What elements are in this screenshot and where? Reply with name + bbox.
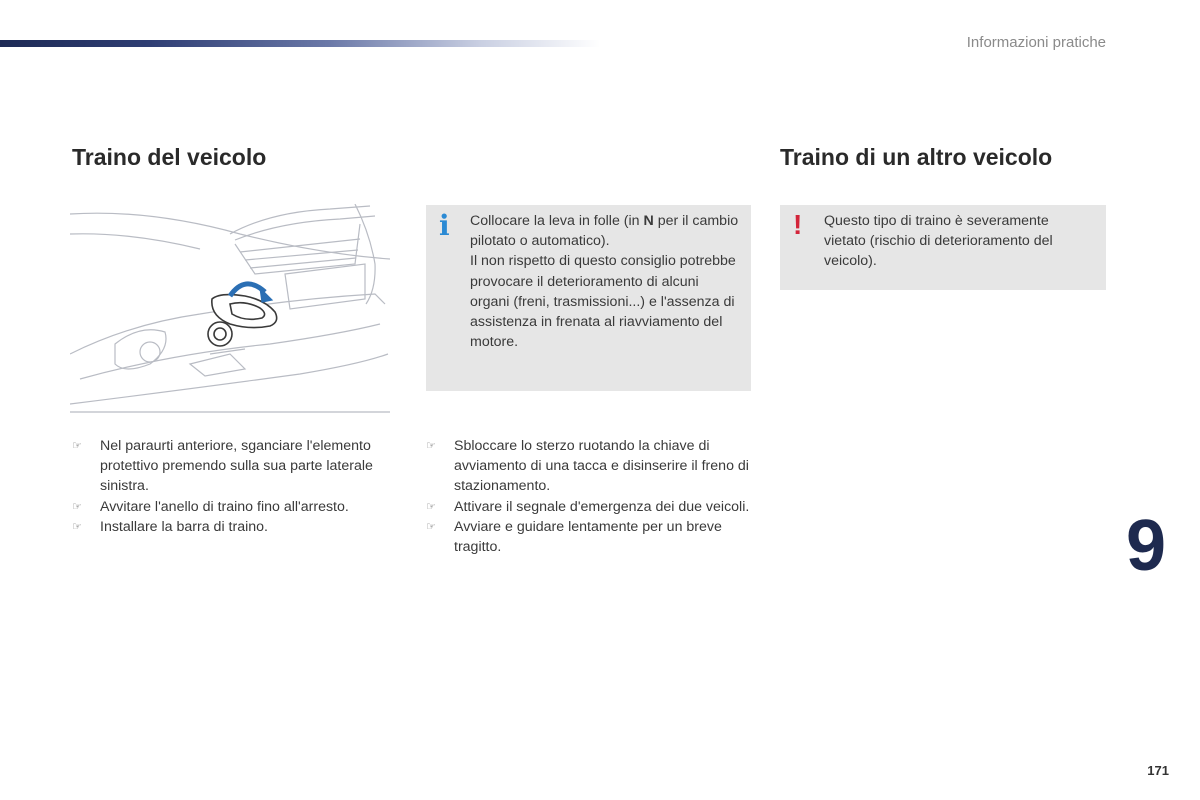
list-item: ☞ Nel paraurti anteriore, sganciare l'elemento protettivo premendo sulla sua parte laterale sinistra. [72, 438, 373, 495]
warning-note-box [780, 205, 1106, 290]
section-header: Informazioni pratiche [966, 34, 1106, 51]
info-note-text: Collocare la leva in folle (in N per il cambio pilotato o automatico). Il non rispetto di questo consiglio potrebbe provocare il deterioramento di alcuni organi (freni, trasmissioni...) e l'assenza di assistenza in frenata al riavviamento del motore. [470, 213, 739, 351]
pointing-hand-icon: ☞ [72, 500, 82, 513]
pointing-hand-icon: ☞ [426, 520, 436, 533]
list-item: ☞ Avviare e guidare lentamente per un breve tragitto. [426, 518, 722, 556]
page-number: 171 [1147, 763, 1169, 778]
list-item: ☞ Installare la barra di traino. [72, 517, 402, 537]
pointing-hand-icon: ☞ [426, 500, 436, 513]
pointing-hand-icon: ☞ [426, 440, 436, 452]
list-item: ☞ Sbloccare lo sterzo ruotando la chiave di avviamento di una tacca e disinserire il freno di stazionamento. [426, 438, 749, 495]
title-towing-vehicle: Traino del veicolo [72, 144, 267, 170]
list-item: ☞ Attivare il segnale d'emergenza dei due veicoli. [426, 497, 756, 517]
warning-icon: ! [793, 209, 803, 240]
top-gradient-bar [0, 40, 600, 47]
pointing-hand-icon: ☞ [72, 440, 82, 452]
info-icon: i [439, 209, 450, 242]
towing-procedure-list [426, 436, 756, 557]
towing-steps-list [72, 436, 402, 537]
car-front-towing-eye-illustration [70, 204, 390, 414]
list-item: ☞ Avvitare l'anello di traino fino all'arresto. [72, 497, 402, 517]
warning-note-text: Questo tipo di traino è severamente vietato (rischio di deterioramento del veicolo). [824, 213, 1053, 270]
title-towing-other-vehicle: Traino di un altro veicolo [780, 144, 1053, 170]
info-note-box [426, 205, 751, 391]
chapter-number: 9 [1126, 506, 1167, 586]
pointing-hand-icon: ☞ [72, 520, 82, 533]
